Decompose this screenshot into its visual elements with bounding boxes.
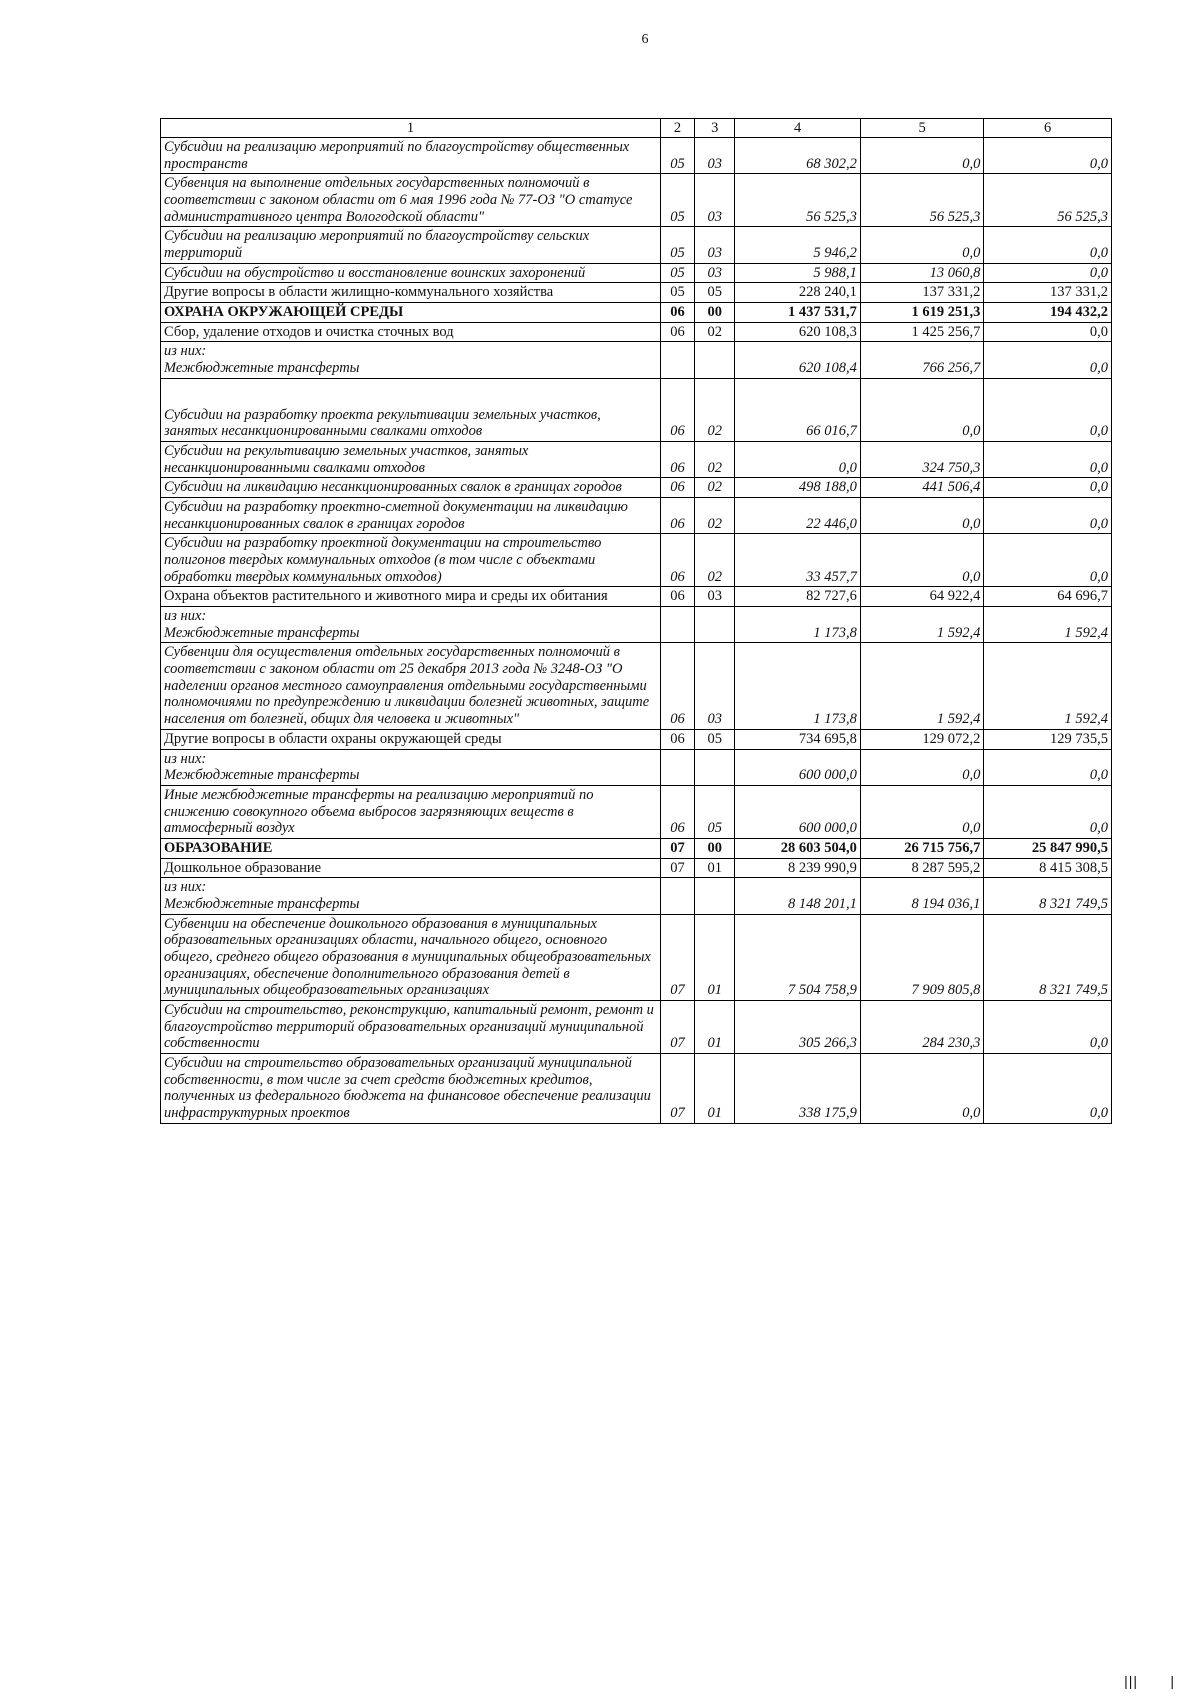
row-name-cell: Субсидии на рекультивацию земельных участков, занятых несанкционированными свалками отходов [161,442,661,478]
row-name-cell: Субсидии на разработку проекта рекультивации земельных участков, занятых несанкционированными свалками отходов [161,378,661,441]
row-name-cell: Субвенция на выполнение отдельных государственных полномочий в соответствии с законом области от 6 мая 1996 года № 77-ОЗ "О статусе административного центра Вологодской области" [161,174,661,227]
value-col4-cell: 7 504 758,9 [735,914,861,1000]
value-col5-cell: 0,0 [860,227,983,263]
table-row [161,534,1112,587]
footer-mark: | [1170,1673,1174,1689]
header-cell-3: 3 [694,119,734,138]
header-cell-2: 2 [660,119,694,138]
value-col5-cell: 0,0 [860,138,983,174]
value-col4-cell: 82 727,6 [735,587,861,607]
value-col4-cell: 0,0 [735,442,861,478]
subsection-code-cell: 02 [694,534,734,587]
header-cell-5: 5 [860,119,983,138]
section-code-cell: 06 [660,587,694,607]
row-name-cell: из них: Межбюджетные трансферты [161,878,661,914]
value-col5-cell: 766 256,7 [860,342,983,378]
value-col4-cell: 5 946,2 [735,227,861,263]
header-cell-6: 6 [984,119,1112,138]
row-name-cell: Субвенции на обеспечение дошкольного образования в муниципальных образовательных организациях области, начального общего, основного общего, среднего общего образования в муниципальных общеобразовательных организациях, обеспечение дополнительного образования детей в муниципальных общеобразовательных организациях [161,914,661,1000]
section-code-cell: 06 [660,478,694,498]
value-col4-cell: 5 988,1 [735,263,861,283]
section-code-cell: 07 [660,838,694,858]
value-col6-cell: 129 735,5 [984,729,1112,749]
value-col5-cell: 0,0 [860,785,983,838]
subsection-code-cell: 02 [694,322,734,342]
row-name-cell: Субсидии на обустройство и восстановление воинских захоронений [161,263,661,283]
row-name-cell: из них: Межбюджетные трансферты [161,607,661,643]
value-col5-cell: 0,0 [860,1053,983,1123]
section-code-cell: 06 [660,498,694,534]
value-col6-cell: 1 592,4 [984,607,1112,643]
value-col5-cell: 8 287 595,2 [860,858,983,878]
value-col6-cell: 0,0 [984,442,1112,478]
value-col5-cell: 64 922,4 [860,587,983,607]
section-code-cell: 07 [660,1053,694,1123]
value-col6-cell: 0,0 [984,227,1112,263]
value-col4-cell: 22 446,0 [735,498,861,534]
value-col4-cell: 8 148 201,1 [735,878,861,914]
value-col5-cell: 1 619 251,3 [860,303,983,323]
row-name-cell: ОБРАЗОВАНИЕ [161,838,661,858]
section-code-cell: 05 [660,283,694,303]
value-col5-cell: 324 750,3 [860,442,983,478]
value-col4-cell: 1 173,8 [735,643,861,729]
value-col5-cell: 26 715 756,7 [860,838,983,858]
value-col6-cell: 8 321 749,5 [984,914,1112,1000]
table-row [161,749,1112,785]
row-name-cell: Дошкольное образование [161,858,661,878]
section-code-cell: 07 [660,1000,694,1053]
section-code-cell [660,878,694,914]
subsection-code-cell: 00 [694,838,734,858]
subsection-code-cell: 00 [694,303,734,323]
value-col4-cell: 66 016,7 [735,378,861,441]
value-col5-cell: 0,0 [860,498,983,534]
value-col5-cell: 0,0 [860,749,983,785]
row-name-cell: Сбор, удаление отходов и очистка сточных вод [161,322,661,342]
subsection-code-cell: 03 [694,227,734,263]
value-col4-cell: 8 239 990,9 [735,858,861,878]
section-code-cell [660,342,694,378]
table-row [161,283,1112,303]
table-row [161,378,1112,441]
section-code-cell: 06 [660,785,694,838]
value-col4-cell: 56 525,3 [735,174,861,227]
table-row [161,263,1112,283]
subsection-code-cell: 01 [694,914,734,1000]
subsection-code-cell: 03 [694,138,734,174]
section-code-cell: 07 [660,914,694,1000]
table-row [161,498,1112,534]
subsection-code-cell: 02 [694,442,734,478]
value-col4-cell: 68 302,2 [735,138,861,174]
table-row [161,138,1112,174]
value-col6-cell: 0,0 [984,322,1112,342]
table-row [161,1000,1112,1053]
table-row [161,322,1112,342]
value-col6-cell: 56 525,3 [984,174,1112,227]
table-row [161,914,1112,1000]
subsection-code-cell: 05 [694,785,734,838]
value-col4-cell: 498 188,0 [735,478,861,498]
section-code-cell: 05 [660,227,694,263]
subsection-code-cell: 03 [694,263,734,283]
value-col4-cell: 33 457,7 [735,534,861,587]
table-row [161,878,1112,914]
value-col5-cell: 1 592,4 [860,643,983,729]
value-col6-cell: 0,0 [984,534,1112,587]
value-col4-cell: 1 437 531,7 [735,303,861,323]
table-row [161,1053,1112,1123]
value-col6-cell: 0,0 [984,498,1112,534]
value-col6-cell: 25 847 990,5 [984,838,1112,858]
subsection-code-cell: 01 [694,1000,734,1053]
page-number: 6 [641,32,649,47]
section-code-cell: 06 [660,378,694,441]
value-col6-cell: 0,0 [984,138,1112,174]
row-name-cell: Субсидии на строительство, реконструкцию, капитальный ремонт, ремонт и благоустройство территорий образовательных организаций муниципальной собственности [161,1000,661,1053]
subsection-code-cell [694,749,734,785]
subsection-code-cell [694,342,734,378]
section-code-cell: 06 [660,442,694,478]
section-code-cell: 06 [660,729,694,749]
row-name-cell: Другие вопросы в области жилищно-коммунального хозяйства [161,283,661,303]
subsection-code-cell: 02 [694,498,734,534]
value-col5-cell: 8 194 036,1 [860,878,983,914]
value-col5-cell: 1 425 256,7 [860,322,983,342]
value-col5-cell: 0,0 [860,378,983,441]
value-col4-cell: 600 000,0 [735,785,861,838]
budget-table [160,118,1112,1124]
section-code-cell: 06 [660,322,694,342]
section-code-cell [660,749,694,785]
value-col6-cell: 0,0 [984,1000,1112,1053]
value-col4-cell: 228 240,1 [735,283,861,303]
value-col5-cell: 13 060,8 [860,263,983,283]
value-col5-cell: 284 230,3 [860,1000,983,1053]
row-name-cell: Субсидии на реализацию мероприятий по благоустройству общественных пространств [161,138,661,174]
row-name-cell: Другие вопросы в области охраны окружающей среды [161,729,661,749]
value-col6-cell: 1 592,4 [984,643,1112,729]
value-col4-cell: 305 266,3 [735,1000,861,1053]
value-col6-cell: 0,0 [984,785,1112,838]
table-row [161,607,1112,643]
value-col6-cell: 8 321 749,5 [984,878,1112,914]
table-row [161,442,1112,478]
value-col6-cell: 194 432,2 [984,303,1112,323]
value-col4-cell: 620 108,4 [735,342,861,378]
value-col6-cell: 8 415 308,5 [984,858,1112,878]
subsection-code-cell: 02 [694,378,734,441]
row-name-cell: Охрана объектов растительного и животного мира и среды их обитания [161,587,661,607]
value-col6-cell: 137 331,2 [984,283,1112,303]
subsection-code-cell: 03 [694,174,734,227]
header-cell-4: 4 [735,119,861,138]
section-code-cell: 05 [660,263,694,283]
row-name-cell: Иные межбюджетные трансферты на реализацию мероприятий по снижению совокупного объема выбросов загрязняющих веществ в атмосферный воздух [161,785,661,838]
subsection-code-cell: 01 [694,1053,734,1123]
value-col6-cell: 64 696,7 [984,587,1112,607]
section-code-cell [660,607,694,643]
table-row [161,838,1112,858]
value-col6-cell: 0,0 [984,749,1112,785]
value-col5-cell: 441 506,4 [860,478,983,498]
section-code-cell: 05 [660,138,694,174]
table-row [161,587,1112,607]
value-col5-cell: 137 331,2 [860,283,983,303]
table-header-row [161,119,1112,138]
row-name-cell: Субсидии на разработку проектной документации на строительство полигонов твердых коммунальных отходов (в том числе с объектами обработки твердых коммунальных отходов) [161,534,661,587]
row-name-cell: Субсидии на ликвидацию несанкционированных свалок в границах городов [161,478,661,498]
subsection-code-cell [694,607,734,643]
subsection-code-cell: 03 [694,643,734,729]
value-col5-cell: 7 909 805,8 [860,914,983,1000]
row-name-cell: из них: Межбюджетные трансферты [161,342,661,378]
table-row [161,227,1112,263]
row-name-cell: Субвенции для осуществления отдельных государственных полномочий в соответствии с законом области от 25 декабря 2013 года № 3248-ОЗ "О наделении органов местного самоуправления отдельными государственными полномочиями по предупреждению и ликвидации болезней животных, защите населения от болезней, общих для человека и животных" [161,643,661,729]
value-col6-cell: 0,0 [984,342,1112,378]
value-col6-cell: 0,0 [984,1053,1112,1123]
section-code-cell: 06 [660,303,694,323]
value-col5-cell: 56 525,3 [860,174,983,227]
value-col4-cell: 600 000,0 [735,749,861,785]
value-col6-cell: 0,0 [984,263,1112,283]
table-row [161,342,1112,378]
table-row [161,478,1112,498]
value-col4-cell: 338 175,9 [735,1053,861,1123]
row-name-cell: ОХРАНА ОКРУЖАЮЩЕЙ СРЕДЫ [161,303,661,323]
value-col4-cell: 734 695,8 [735,729,861,749]
value-col6-cell: 0,0 [984,378,1112,441]
section-code-cell: 06 [660,534,694,587]
subsection-code-cell: 02 [694,478,734,498]
table-row [161,785,1112,838]
row-name-cell: Субсидии на строительство образовательных организаций муниципальной собственности, в том числе за счет средств бюджетных кредитов, полученных из федерального бюджета на финансовое обеспечение реализации инфраструктурных проектов [161,1053,661,1123]
table-row [161,303,1112,323]
row-name-cell: из них: Межбюджетные трансферты [161,749,661,785]
table-row [161,643,1112,729]
table-row [161,729,1112,749]
subsection-code-cell: 05 [694,283,734,303]
section-code-cell: 07 [660,858,694,878]
value-col6-cell: 0,0 [984,478,1112,498]
value-col4-cell: 620 108,3 [735,322,861,342]
section-code-cell: 06 [660,643,694,729]
value-col4-cell: 1 173,8 [735,607,861,643]
table-row [161,174,1112,227]
table-row [161,858,1112,878]
section-code-cell: 05 [660,174,694,227]
row-name-cell: Субсидии на разработку проектно-сметной документации на ликвидацию несанкционированных свалок в границах городов [161,498,661,534]
header-cell-1: 1 [161,119,661,138]
subsection-code-cell: 03 [694,587,734,607]
value-col4-cell: 28 603 504,0 [735,838,861,858]
subsection-code-cell: 01 [694,858,734,878]
footer-marks: ||| [1124,1673,1138,1689]
value-col5-cell: 0,0 [860,534,983,587]
subsection-code-cell [694,878,734,914]
row-name-cell: Субсидии на реализацию мероприятий по благоустройству сельских территорий [161,227,661,263]
subsection-code-cell: 05 [694,729,734,749]
value-col5-cell: 129 072,2 [860,729,983,749]
value-col5-cell: 1 592,4 [860,607,983,643]
